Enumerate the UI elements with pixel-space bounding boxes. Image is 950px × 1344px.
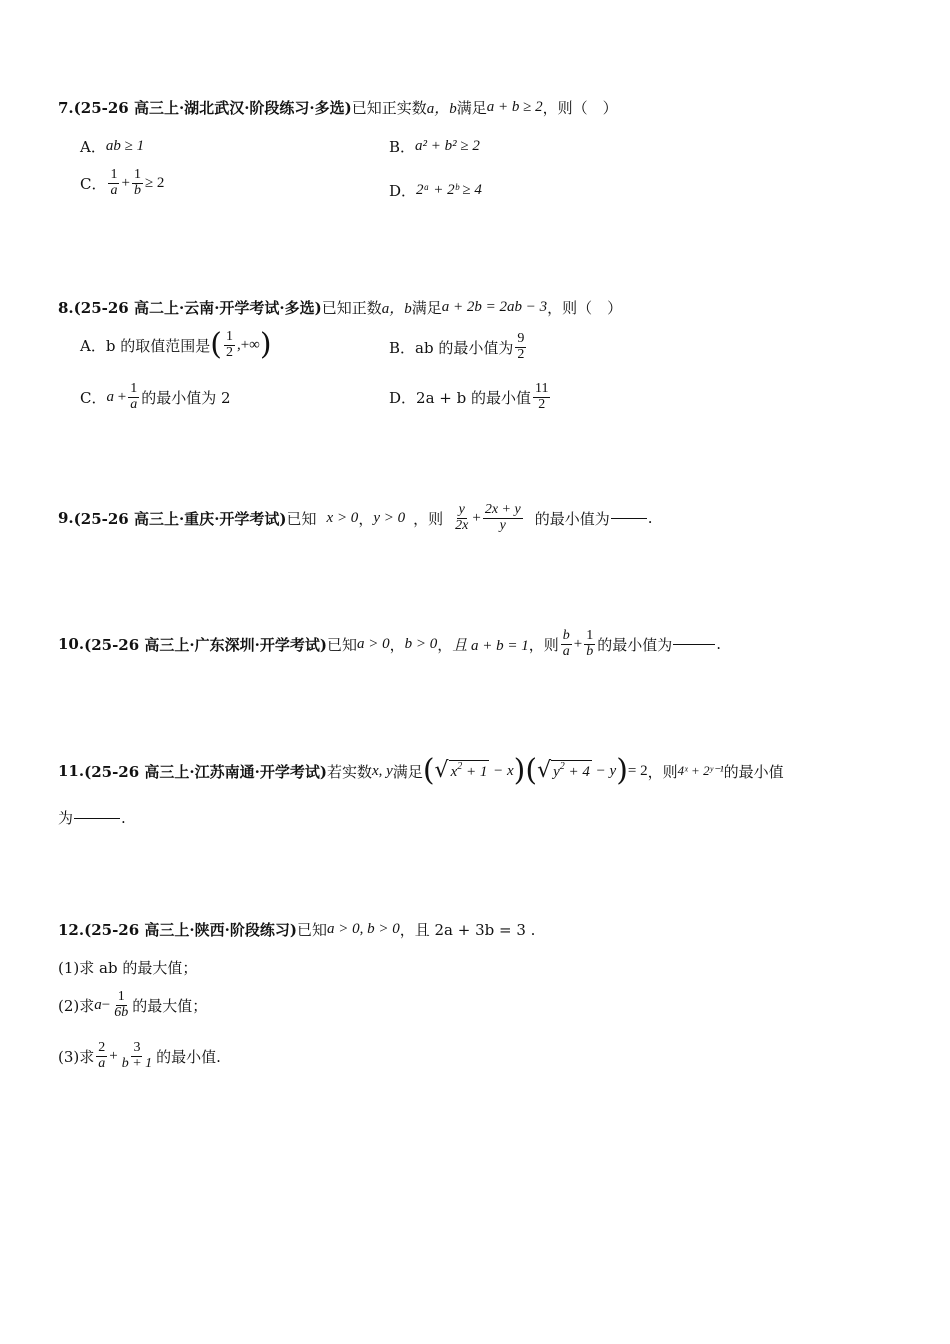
q11-paren-open-2: ( — [525, 753, 538, 788]
q10-frac-1: $\frac{b}{a}$ — [562, 628, 570, 659]
q11-line2-text: 为 — [58, 809, 74, 827]
q8-option-d-text: 2a + b 的最小值 — [416, 388, 531, 407]
q7-ask: ，则（ ） — [542, 99, 618, 117]
q9-stem: 9. (25-26 高三上·重庆·开学考试) 已知 x > 0 ， y > 0 ，则 $\frac{y}{2x}$ + $\frac{2x + y}{y}$ 的最小值为 . — [58, 502, 653, 533]
q7-c-frac-1a: $\frac{1}{a}$ — [110, 167, 118, 198]
q8-option-b-label: B． — [389, 338, 416, 357]
q10-post: 的最小值为 — [597, 635, 673, 654]
q9-end: . — [647, 509, 653, 528]
q8-option-c-text: 的最小值为 2 — [141, 388, 231, 407]
q7-option-c-label: C． — [80, 174, 107, 193]
q12-source: (25-26 高三上·陕西·阶段练习) — [84, 921, 297, 939]
q8-option-c-label: C． — [80, 388, 107, 407]
q9-number: 9. — [58, 509, 74, 528]
q11-cond-text: 满足 — [392, 762, 423, 781]
q8-ask: ，则（ ） — [547, 299, 623, 317]
q8-b-frac: $\frac{9}{2}$ — [517, 331, 525, 362]
q7-option-c[interactable]: C． $\frac{1}{a}$ + $\frac{1}{b}$ ≥ 2 — [80, 167, 165, 198]
q12-part-3-pre: (3)求 — [58, 1047, 95, 1066]
q7-c-frac-1b: $\frac{1}{b}$ — [133, 167, 141, 198]
q12-cond: a > 0, b > 0 — [326, 921, 400, 937]
q12-number: 12. — [58, 920, 85, 939]
q10-answer-blank[interactable] — [673, 643, 715, 645]
q11-vars: x, y — [371, 762, 393, 779]
q7-number: 7. — [58, 98, 74, 117]
q7-condition: a + b ≥ 2 — [486, 99, 543, 115]
q11-paren-open-1: ( — [422, 753, 435, 788]
q11-mid: ，则 — [647, 762, 678, 781]
q7-option-d-label: D． — [389, 182, 417, 200]
q7-option-d-expr: 2ᵃ + 2ᵇ ≥ 4 — [416, 182, 482, 198]
q8-vars: a，b — [381, 301, 412, 317]
q7-option-b-label: B． — [389, 138, 416, 156]
q11-paren-close-2: ) — [616, 753, 628, 788]
q11-paren-close-1: ) — [513, 753, 526, 788]
q11-answer-blank[interactable] — [74, 817, 120, 819]
q8-option-a[interactable]: A． b 的取值范围是 ( $\frac{1}{2}$ ,+∞ ) — [80, 327, 272, 363]
q11-stem-text: 若实数 — [326, 762, 372, 781]
q7-option-b-expr: a² + b² ≥ 2 — [415, 138, 480, 154]
q8-option-d[interactable] — [389, 382, 552, 412]
q12-cond2: ，且 2a + 3b = 3 . — [399, 921, 536, 939]
q12-stem — [58, 919, 535, 940]
q7-vars: a，b — [426, 101, 457, 117]
q8-d-frac: $\frac{11}{2}$ — [535, 381, 549, 412]
q10-frac-2: $\frac{1}{b}$ — [586, 628, 594, 659]
q11-post: 的最小值 — [723, 762, 784, 781]
q12-stem-text: 已知 — [296, 921, 327, 939]
q11-sqrt-1: √ $x^2 + 1$ — [434, 758, 488, 783]
q7-cond-text: 满足 — [456, 99, 487, 117]
q7-option-c-tail: ≥ 2 — [144, 174, 165, 191]
q10-source: (25-26 高三上·广东深圳·开学考试) — [84, 635, 327, 654]
q7-stem — [58, 97, 618, 118]
q9-cond-y: y > 0 — [373, 509, 406, 526]
q10-stem-text: 已知 — [326, 635, 357, 654]
q7-option-a-expr: ab ≥ 1 — [105, 138, 145, 154]
q8-option-a-label: A． — [80, 336, 106, 355]
q8-c-frac: $\frac{1}{a}$ — [130, 381, 138, 412]
q11-source: (25-26 高三上·江苏南通·开学考试) — [84, 762, 327, 781]
q9-answer-blank[interactable] — [611, 517, 647, 519]
q8-condition: a + 2b = 2ab − 3 — [441, 299, 548, 315]
q8-a-frac-half: $\frac{1}{2}$ — [225, 329, 233, 360]
q9-stem-text: 已知 — [286, 509, 317, 528]
q12-part-2-post: 的最大值； — [132, 996, 208, 1015]
q11-stem: 11. (25-26 高三上·江苏南通·开学考试) 若实数 x, y 满足 ( √ $x^2 + 1$ − x ) ( √ $y^2 + 4$ − y ) = 2 ，则 4ˣ + 2ʸ⁻¹ 的最小值 — [58, 753, 784, 788]
q12-part-2: (2)求 a − $\frac{1}{6b}$ 的最大值； — [58, 989, 208, 1020]
q8-source: (25-26 高二上·云南·开学考试·多选) — [73, 299, 322, 317]
q10-cond-sum: 且 a + b = 1 — [452, 637, 529, 654]
q7-option-d[interactable] — [389, 180, 482, 201]
q12-part-2-pre: (2)求 — [58, 996, 95, 1015]
q11-sqrt-2: √ $y^2 + 4$ — [537, 758, 590, 783]
q7-stem-text: 已知正实数 — [351, 99, 427, 117]
q11-eq-end: = 2 — [627, 762, 648, 779]
q12-part-3: (3)求 $\frac{2}{a}$ + $\frac{3}{b + 1}$ 的最小值. — [58, 1040, 221, 1071]
q9-frac-1: $\frac{y}{2x}$ — [455, 502, 469, 533]
q8-stem-text: 已知正数 — [321, 299, 382, 317]
q10-mid: ，则 — [528, 635, 559, 654]
q12-part-1: (1)求 ab 的最大值； — [58, 959, 198, 977]
q8-number: 8. — [58, 298, 74, 317]
q12-p2-frac: $\frac{1}{6b}$ — [114, 989, 129, 1020]
q10-end: . — [716, 635, 722, 654]
q8-option-c[interactable]: C． a + $\frac{1}{a}$ 的最小值为 2 — [80, 381, 231, 412]
q8-option-d-label: D． — [389, 388, 417, 407]
q7-option-a-label: A． — [80, 138, 106, 156]
q9-cond-x: x > 0 — [326, 509, 359, 526]
q12-p3-frac-2: $\frac{3}{b + 1}$ — [121, 1040, 153, 1071]
q7-source: (25-26 高三上·湖北武汉·阶段练习·多选) — [73, 99, 352, 117]
q10-cond-a: a > 0 — [356, 635, 390, 652]
q10-stem: 10. (25-26 高三上·广东深圳·开学考试) 已知 a > 0 ， b > 0 ， 且 a + b = 1 ，则 $\frac{b}{a}$ + $\frac{1}{b}$ 的最小值为 . — [58, 628, 722, 659]
q9-source: (25-26 高三上·重庆·开学考试) — [73, 509, 287, 528]
q7-option-a[interactable] — [80, 136, 144, 157]
q12-part-3-post: 的最小值. — [156, 1047, 221, 1066]
q8-option-b-text: ab 的最小值为 — [415, 338, 514, 357]
q8-stem — [58, 297, 622, 318]
q11-target: 4ˣ + 2ʸ⁻¹ — [677, 763, 724, 778]
q10-number: 10. — [58, 635, 85, 654]
q11-end: . — [121, 808, 126, 827]
q10-cond-b: b > 0 — [404, 635, 438, 652]
q11-line2 — [58, 807, 126, 828]
q12-p3-frac-1: $\frac{2}{a}$ — [98, 1040, 106, 1071]
q9-frac-2: $\frac{2x + y}{y}$ — [484, 502, 521, 533]
q9-post: 的最小值为 — [534, 509, 610, 528]
q8-option-b[interactable] — [389, 332, 528, 362]
q9-mid: ，则 — [413, 509, 444, 528]
q7-option-b[interactable] — [389, 136, 480, 157]
q8-option-a-text: b 的取值范围是 — [105, 336, 211, 355]
q11-number: 11. — [58, 762, 85, 780]
q8-cond-text: 满足 — [411, 299, 442, 317]
